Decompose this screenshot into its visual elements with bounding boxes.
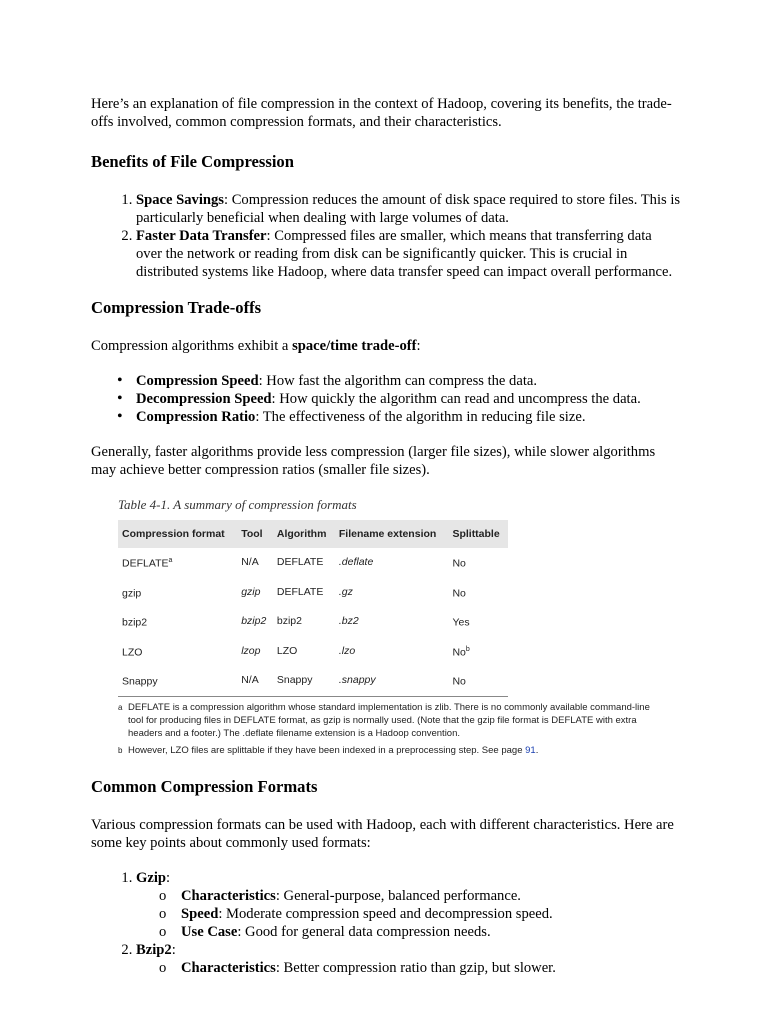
- formats-lead: Various compression formats can be used with Hadoop, each with different characteristics. Here are some key points about commonly used formats:: [91, 816, 674, 851]
- table-row: bzip2 bzip2 bzip2 .bz2 Yes: [122, 615, 470, 629]
- intro-paragraph: Here’s an explanation of file compression in the context of Hadoop, covering its benefits, the trade-offs involved, common compression formats, and their characteristics.: [91, 96, 672, 130]
- list-item: • Compression Speed: How fast the algorithm can compress the data.: [136, 372, 681, 390]
- list-item: 1. Gzip: o Characteristics: General-purpose, balanced performance. o Speed: Moderate compression speed and decompression speed. o Use Case: Good for general data compression needs.: [136, 869, 681, 941]
- formats-list: [91, 869, 681, 977]
- bzip2-details: [136, 959, 681, 977]
- tradeoffs-summary: Generally, faster algorithms provide less compression (larger file sizes), while slower algorithms may achieve better compression ratios (smaller file sizes).: [91, 444, 656, 478]
- table-footnote-a: a DEFLATE is a compression algorithm whose standard implementation is zlib. There is no commonly available command-line tool for producing files in DEFLATE format, as gzip is normally used. (Note that the gzip file format is DEFLATE with extra headers and a footer.) The .deflate filename extension is a Hadoop convention.: [118, 701, 650, 739]
- tradeoffs-heading: Compression Trade-offs: [91, 298, 262, 317]
- list-item: o Speed: Moderate compression speed and decompression speed.: [181, 905, 681, 923]
- table-header-row: [118, 520, 508, 548]
- table-footnote-b: b However, LZO files are splittable if they have been indexed in a preprocessing step. See page 91.: [118, 744, 539, 756]
- table-row: LZO lzop LZO .lzo No$^b$: [122, 644, 470, 658]
- benefits-list: [91, 191, 681, 281]
- list-item: 2. Faster Data Transfer: Compressed files are smaller, which means that transferring data over the network or reading from disk can be significantly quicker. This is crucial in distributed systems like Hadoop, where data transfer speed can impact overall performance.: [136, 227, 681, 281]
- table-row: Snappy N/A Snappy .snappy No: [118, 666, 508, 696]
- table-header: Algorithm: [273, 520, 335, 548]
- table-caption: Table 4-1. A summary of compression formats: [118, 497, 357, 512]
- page-link[interactable]: 91: [525, 744, 536, 756]
- table-header: Compression format: [118, 520, 237, 548]
- table-header: Tool: [237, 520, 273, 548]
- formats-heading: Common Compression Formats: [91, 776, 318, 796]
- table-row: DEFLATE$^a$ N/A DEFLATE .deflate No: [122, 556, 466, 570]
- table-row: gzip gzip DEFLATE .gz No: [122, 585, 466, 599]
- table-header: Filename extension: [335, 520, 449, 548]
- document-page: [91, 95, 681, 994]
- list-item: • Decompression Speed: How quickly the algorithm can read and uncompress the data.: [136, 390, 681, 408]
- list-item: 1. Space Savings: Compression reduces the amount of disk space required to store files. This is particularly beneficial when dealing with large volumes of data.: [136, 191, 681, 227]
- list-item: o Use Case: Good for general data compression needs.: [181, 923, 681, 941]
- list-item: 2. Bzip2: o Characteristics: Better compression ratio than gzip, but slower.: [136, 941, 681, 977]
- benefits-heading: Benefits of File Compression: [91, 152, 294, 171]
- compression-table-figure: [118, 496, 658, 757]
- tradeoffs-list: [91, 372, 681, 426]
- gzip-details: [136, 887, 681, 941]
- table-header: Splittable: [448, 520, 508, 548]
- list-item: • Compression Ratio: The effectiveness of the algorithm in reducing file size.: [136, 408, 681, 426]
- list-item: o Characteristics: Better compression ratio than gzip, but slower.: [181, 959, 681, 977]
- compression-formats-table: [118, 520, 508, 697]
- tradeoffs-lead: Compression algorithms exhibit a space/time trade-off:: [91, 338, 421, 354]
- list-item: o Characteristics: General-purpose, balanced performance.: [181, 887, 681, 905]
